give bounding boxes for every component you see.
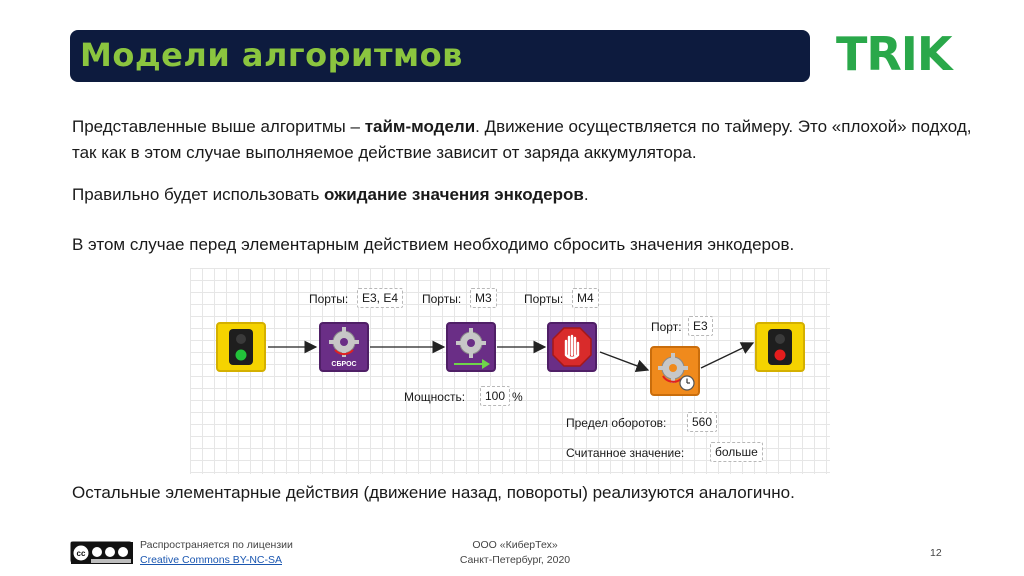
- encoder-reset-block[interactable]: [319, 322, 369, 372]
- wait-encoder-block[interactable]: [650, 346, 700, 396]
- page-number: 12: [930, 547, 942, 559]
- ports1-value[interactable]: E3, E4: [357, 288, 403, 308]
- start-block[interactable]: [216, 322, 266, 372]
- svg-text:cc: cc: [76, 549, 86, 558]
- paragraph-reset: В этом случае перед элементарным действием необходимо сбросить значения энкодеров.: [72, 235, 795, 254]
- stop-hand-icon: [550, 325, 594, 369]
- p2-text-b: .: [583, 185, 589, 204]
- license-text: Распространяется по лицензии: [140, 539, 293, 551]
- gear-forward-icon: [448, 324, 494, 370]
- arrow-4: [600, 352, 648, 370]
- limit-label: Предел оборотов:: [566, 416, 667, 430]
- paragraph-encoders: [72, 182, 972, 208]
- license-info: [140, 538, 293, 568]
- org-city-year: Санкт-Петербург, 2020: [459, 554, 571, 566]
- arrow-5: [701, 343, 753, 368]
- motor-stop-block[interactable]: [547, 322, 597, 372]
- p1-text-a: Представленные выше алгоритмы –: [72, 117, 365, 136]
- cc-by-nc-sa-icon: [71, 542, 133, 564]
- port4-label: Порт:: [651, 320, 682, 334]
- page-title: Модели алгоритмов: [80, 36, 463, 74]
- title-bar: [70, 30, 810, 82]
- port4-value[interactable]: E3: [688, 316, 713, 336]
- reset-label: СБРОС: [331, 361, 357, 368]
- ports2-label: Порты:: [422, 292, 462, 306]
- power-value[interactable]: 100: [480, 386, 510, 406]
- end-block[interactable]: [755, 322, 805, 372]
- power-label: Мощность:: [404, 390, 466, 404]
- ports3-label: Порты:: [524, 292, 564, 306]
- ports3-value[interactable]: M4: [572, 288, 599, 308]
- gear-timer-icon: [653, 349, 697, 393]
- motor-forward-block[interactable]: [446, 322, 496, 372]
- paragraph-time-models: [72, 114, 972, 166]
- paragraph-other-actions: Остальные элементарные действия (движение назад, повороты) реализуются аналогично.: [72, 483, 795, 502]
- org-name: ООО «КиберТех»: [472, 539, 558, 551]
- p1-bold: тайм-модели: [364, 117, 476, 136]
- read-label: Считанное значение:: [566, 446, 685, 460]
- limit-value[interactable]: 560: [687, 412, 717, 432]
- cc-license-badge: [70, 541, 132, 563]
- traffic-light-red-icon: [767, 328, 793, 366]
- gear-reset-icon: [321, 324, 367, 370]
- ports2-value[interactable]: M3: [470, 288, 497, 308]
- organization-info: [440, 538, 590, 568]
- p2-bold: ожидание значения энкодеров: [324, 185, 584, 204]
- read-value[interactable]: больше: [710, 442, 763, 462]
- power-unit: %: [512, 390, 523, 404]
- algorithm-diagram: [190, 268, 830, 474]
- p1-text-b: . Движение осуществляется по таймеру. Это «плохой» подход, так как в этом случае выполняемое действие зависит от заряда аккумулятора.: [72, 117, 972, 162]
- license-link[interactable]: Creative Commons BY-NC-SA: [140, 554, 282, 566]
- traffic-light-green-icon: [228, 328, 254, 366]
- trik-logo: TRIK: [836, 27, 952, 81]
- p2-text-a: Правильно будет использовать: [72, 185, 325, 204]
- ports1-label: Порты:: [309, 292, 349, 306]
